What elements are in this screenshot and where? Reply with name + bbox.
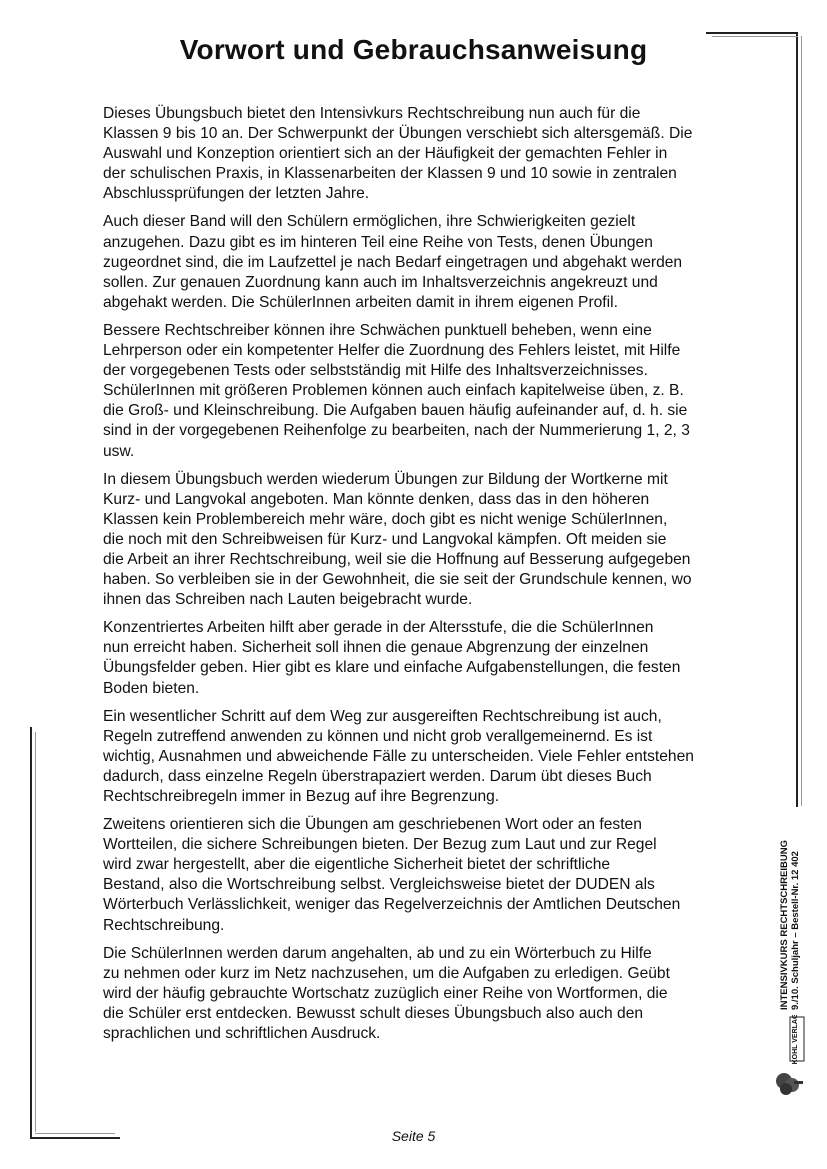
body-text [103,104,743,1052]
paragraph: Dieses Übungsbuch bietet den Intensivkurs Rechtschreibung nun auch für die Klassen 9 bis 10 an. Der Schwerpunkt der Übungen verschiebt sich altersgemäß. Die Auswahl und Konzeption orientiert sich an der Häufigkeit der gemachten Fehler in der schulischen Praxis, in Klassenarbeiten der Klassen 9 und 10 sowie in zentralen Abschlussprüfungen der letzten Jahre. [103,105,693,203]
page-title: Vorwort und Gebrauchsanweisung [179,34,648,65]
logo-text: KOHL VERLAG [792,1015,799,1065]
paragraph: Zweitens orientieren sich die Übungen am geschriebenen Wort oder an festen Wortteilen, die sichere Schreibungen bieten. Der Bezug zum Laut und zur Regel wird zwar hergestellt, aber die eigentliche Sicherheit bietet der schriftliche Bestand, also die Wortschreibung selbst. Vergleichsweise bietet der DUDEN als Wörterbuch Verlässlichkeit, weniger das Regelverzeichnis der Amtlichen Deutschen Rechtschreibung. [103,816,681,934]
paragraph: Die SchülerInnen werden darum angehalten, ab und zu ein Wörterbuch zu Hilfe zu nehmen oder kurz im Netz nachzusehen, um die Aufgaben zu erledigen. Geübt wird der häufig gebrauchte Wortschatz zuzüglich einer Reihe von Wortformen, die die Schüler erst entdecken. Bewusst schult dieses Übungsbuch also auch den sprachlichen und schriftlichen Ausdruck. [103,944,670,1043]
paragraph: In diesem Übungsbuch werden wiederum Übungen zur Bildung der Wortkerne mit Kurz- und Langvokal angeboten. Man könnte denken, dass das in den höheren Klassen kein Problembereich mehr wäre, doch gibt es nicht wenige SchülerInnen, die noch mit den Schreibweisen für Kurz- und Langvokal kämpfen. Oft meiden sie die Arbeit an ihrer Rechtschreibung, weil sie die Hoffnung auf Besserung aufgegeben haben. So verbleiben sie in der Gewohnheit, die sie seit der Grundschule kennen, wo ihnen das Schreiben nach Lauten beigebracht wurde. [103,470,692,609]
corner-frame-right [796,32,798,807]
publisher-logo [770,1015,810,1097]
side-order-info: 9./10. Schuljahr – Bestell-Nr. 12 402 [790,851,801,1010]
corner-frame-left [30,727,32,1139]
side-info [779,840,801,1010]
paragraph: Konzentriertes Arbeiten hilft aber gerade in der Altersstufe, die die SchülerInnen nun erreicht haben. Sicherheit soll ihnen die genaue Abgrenzung der einzelnen Übungsfelder geben. Hier gibt es klare und einfache Aufgabenstellungen, die festen Boden bieten. [103,619,681,697]
corner-frame-left-inner [35,732,36,1132]
tree-icon [770,1015,810,1097]
side-series-title: INTENSIVKURS RECHTSCHREIBUNG [779,840,790,1010]
page-number: Seite 5 [391,1128,436,1144]
paragraph: Auch dieser Band will den Schülern ermöglichen, ihre Schwierigkeiten gezielt anzugehen. Dazu gibt es im hinteren Teil eine Reihe von Tests, denen Übungen zugeordnet sind, die im Laufzettel je nach Bedarf eingetragen und abgehakt werden sollen. Zur genauen Zuordnung kann auch im Inhaltsverzeichnis angekreuzt und abgehakt werden. Die SchülerInnen arbeiten damit in ihrem eigenen Profil. [103,213,683,311]
corner-frame-right-inner [801,36,802,806]
paragraph: Ein wesentlicher Schritt auf dem Weg zur ausgereiften Rechtschreibung ist auch, Regeln zutreffend anwenden zu können und nicht grob verallgemeinernd. Es ist wichtig, Ausnahmen und abweichende Fälle zu unterscheiden. Viele Fehler entstehen dadurch, dass einzelne Regeln überstrapaziert werden. Darum übt dieses Buch Rechtschreibregeln immer in Bezug auf ihre Begrenzung. [103,707,694,805]
paragraph: Bessere Rechtschreiber können ihre Schwächen punktuell beheben, wenn eine Lehrperson oder ein kompetenter Helfer die Zuordnung des Fehlers leistet, mit Hilfe der vorgegebenen Tests oder selbstständig mit Hilfe des Inhaltsverzeichnisses. SchülerInnen mit größeren Problemen können auch einfach kapitelweise üben, z. B. die Groß- und Kleinschreibung. Die Aufgaben bauen häufig aufeinander auf, d. h. sie sind in der vorgegebenen Reihenfolge zu bearbeiten, nach der Nummerierung 1, 2, 3 usw. [103,321,690,460]
